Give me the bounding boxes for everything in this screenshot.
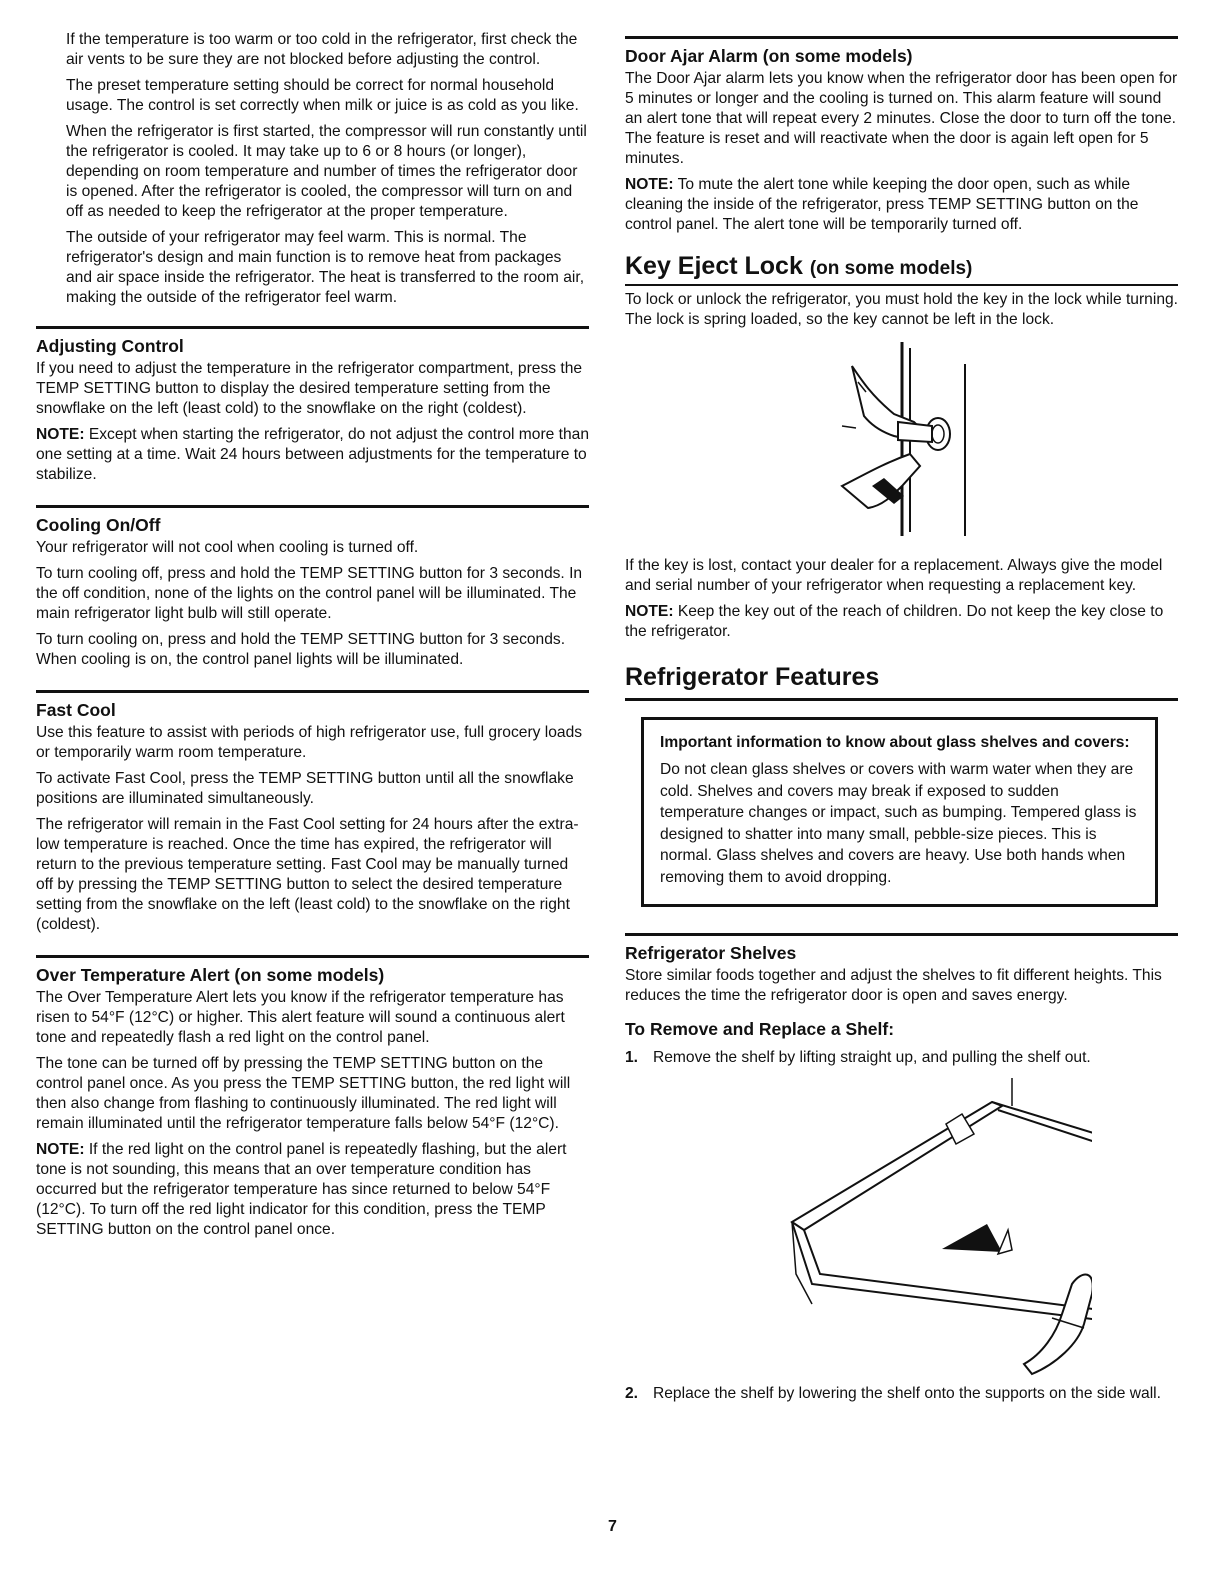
cooling-heading: Cooling On/Off [36,515,161,535]
note-text: If the red light on the control panel is repeatedly flashing, but the alert tone is not sounding, this means that an over temperature condition has occurred but the refrigerator temperature has since returned to below 54°F (12°C). To turn off the red light indicator for this condition, press the TEMP SETTING button on the control panel once. [36,1141,567,1238]
door-ajar-heading: Door Ajar Alarm (on some models) [625,46,913,66]
cooling-paragraph: Your refrigerator will not cool when cooling is turned off. [36,539,419,556]
key-lock-paragraph: If the key is lost, contact your dealer for a replacement. Always give the model and serial number of your refrigerator when requesting a replacement key. [625,557,1163,594]
cooling-paragraph: To turn cooling on, press and hold the TEMP SETTING button for 3 seconds. When cooling is on, the control panel lights will be illuminated. [36,631,566,668]
step-number: 2. [625,1385,639,1402]
key-lock-illustration [625,336,1178,556]
refrigerator-shelves-heading: Refrigerator Shelves [625,943,797,963]
shelves-paragraph: Store similar foods together and adjust the shelves to fit different heights. This reduces the time the refrigerator door is open and saves energy. [625,967,1162,1004]
over-temperature-paragraph: The Over Temperature Alert lets you know if the refrigerator temperature has risen to 54°F (12°C) or higher. This alert feature will sound a continuous alert tone and repeatedly flash a red light on the control panel. [36,989,565,1046]
right-column [625,36,1178,1410]
door-ajar-paragraph: The Door Ajar alarm lets you know when the refrigerator door has been open for 5 minutes or longer and the cooling is turned on. This alarm feature will sound an alert tone that will repeat every 2 minutes. Close the door to turn off the tone. The feature is reset and will reactivate when the door is again left open for 5 minutes. [625,70,1178,167]
shelf-removal-illustration [625,1074,1178,1384]
key-lock-note [625,602,1178,642]
warning-title: Important information to know about glass shelves and covers: [660,734,1130,751]
over-temperature-paragraph: The tone can be turned off by pressing the TEMP SETTING button on the control panel once. As you press the TEMP SETTING button, the red light will then also change from flashing to continuously illuminated. The red light will remain illuminated until the refrigerator temperature falls below 54°F (12°C). [36,1055,571,1132]
adjusting-paragraph: If you need to adjust the temperature in the refrigerator compartment, press the TEMP SETTING button to display the desired temperature setting from the snowflake on the left (least cold) to the snowflake on the right (coldest). [36,360,583,417]
intro-paragraph: The outside of your refrigerator may feel warm. This is normal. The refrigerator's design and main function is to remove heat from packages and air space inside the refrigerator. The heat is transferred to the room air, making the outside of the refrigerator feel warm. [66,229,585,306]
key-lock-drawing [802,336,1002,556]
refrigerator-features-heading: Refrigerator Features [625,663,880,691]
cooling-paragraph: To turn cooling off, press and hold the TEMP SETTING button for 3 seconds. In the off condition, none of the lights on the control panel will be illuminated. The main refrigerator light bulb will still operate. [36,565,583,622]
step-text: Replace the shelf by lowering the shelf onto the supports on the side wall. [653,1385,1161,1402]
note-text: To mute the alert tone while keeping the door open, such as while cleaning the inside of the refrigerator, press TEMP SETTING button on the control panel. The alert tone will be temporarily turned off. [625,176,1139,233]
note-label: NOTE: [625,176,674,193]
over-temperature-heading: Over Temperature Alert (on some models) [36,965,385,985]
intro-paragraph: The preset temperature setting should be correct for normal household usage. The control is set correctly when milk or juice is as cold as you like. [66,77,579,114]
adjusting-note [36,425,589,485]
intro-paragraph: When the refrigerator is first started, the compressor will run constantly until the refrigerator is cooled. It may take up to 6 or 8 hours (or longer), depending on room temperature and number of times the refrigerator door is opened. After the refrigerator is cooled, the compressor will turn on and off as needed to keep the refrigerator at the proper temperature. [66,123,587,220]
over-temperature-note [36,1140,589,1240]
section-divider [625,284,1178,286]
fast-cool-paragraph: To activate Fast Cool, press the TEMP SETTING button until all the snowflake positions are illuminated simultaneously. [36,770,574,807]
shelf-steps-list [625,1384,1178,1404]
key-eject-lock-subtitle: (on some models) [809,258,973,279]
intro-section [36,30,589,308]
key-eject-lock-title: Key Eject Lock [625,252,803,280]
fast-cool-paragraph: The refrigerator will remain in the Fast Cool setting for 24 hours after the extra-low temperature is reached. Once the time has expired, the refrigerator will return to the previous temperature setting. Fast Cool may be manually turned off by pressing the TEMP SETTING button to select the desired temperature setting from the snowflake on the left (least cold) to the snowflake on the right (coldest). [36,816,579,933]
shelf-steps-list [625,1048,1178,1068]
remove-replace-shelf-heading: To Remove and Replace a Shelf: [625,1019,895,1039]
section-divider [625,698,1178,701]
glass-shelves-warning-box [641,717,1158,907]
list-item [625,1048,1178,1068]
key-lock-paragraph: To lock or unlock the refrigerator, you must hold the key in the lock while turning. The lock is spring loaded, so the key cannot be left in the lock. [625,291,1178,328]
note-text: Keep the key out of the reach of children. Do not keep the key close to the refrigerator. [625,603,1164,640]
note-label: NOTE: [36,1141,85,1158]
key-eject-lock-heading [625,251,1178,284]
note-text: Except when starting the refrigerator, do not adjust the control more than one setting at a time. Wait 24 hours between adjustments for the temperature to stabilize. [36,426,589,483]
shelf-drawing [712,1074,1092,1384]
step-text: Remove the shelf by lifting straight up, and pulling the shelf out. [653,1049,1091,1066]
intro-paragraph: If the temperature is too warm or too cold in the refrigerator, first check the air vents to be sure they are not blocked before adjusting the control. [66,31,578,68]
adjusting-control-heading: Adjusting Control [36,336,184,356]
fast-cool-heading: Fast Cool [36,700,116,720]
page-number: 7 [608,1518,617,1535]
fast-cool-paragraph: Use this feature to assist with periods of high refrigerator use, full grocery loads or temporarily warm room temperature. [36,724,583,761]
door-ajar-note [625,175,1178,235]
warning-text: Do not clean glass shelves or covers with warm water when they are cold. Shelves and covers may break if exposed to sudden temperature changes or impact, such as bumping. Tempered glass is designed to shatter into many small, pebble-size pieces. This is normal. Glass shelves and covers are heavy. Use both hands when removing them to avoid dropping. [660,761,1137,886]
note-label: NOTE: [36,426,85,443]
note-label: NOTE: [625,603,674,620]
list-item [625,1384,1178,1404]
step-number: 1. [625,1049,639,1066]
left-column [36,30,589,1246]
